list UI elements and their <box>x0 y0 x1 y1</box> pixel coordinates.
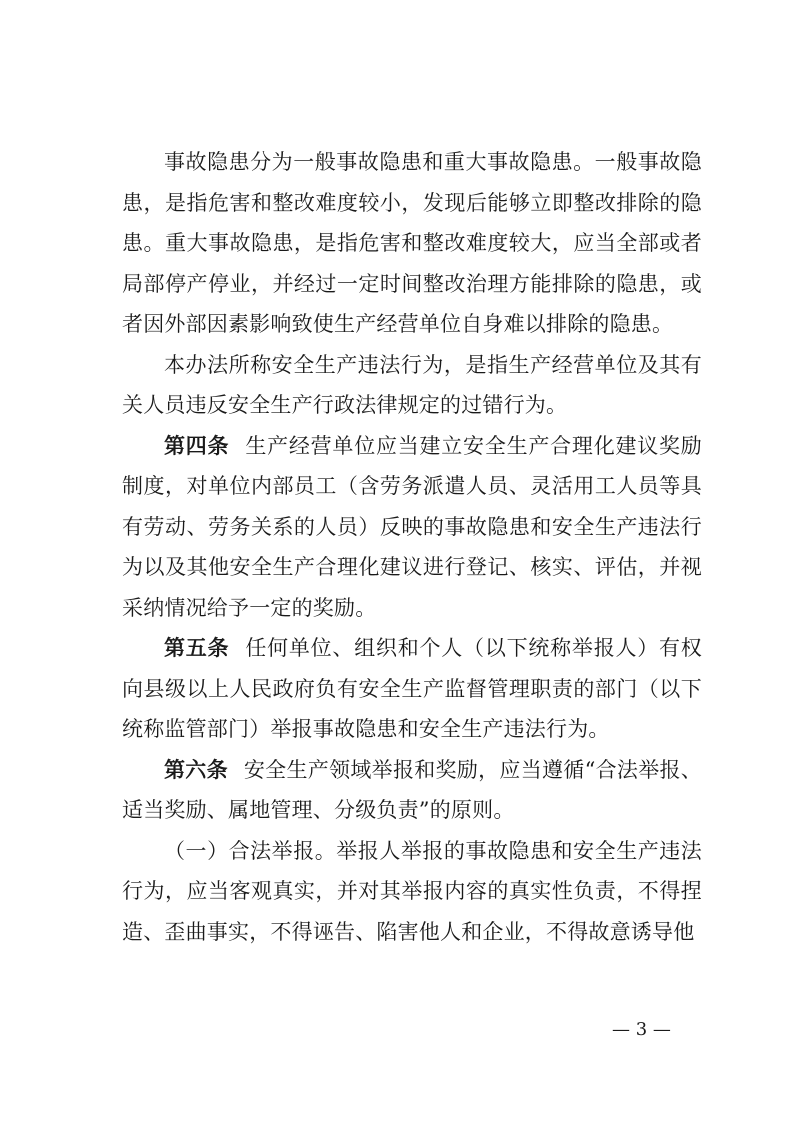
paragraph-lawful-reporting <box>122 831 702 953</box>
paragraph-hazard-classification <box>122 142 702 345</box>
document-body <box>122 142 702 952</box>
article-4 <box>122 426 702 629</box>
article-text: 生产经营单位应当建立安全生产合理化建议奖励制度，对单位内部员工（含劳务派遣人员、灵活用工人员等具有劳动、劳务关系的人员）反映的事故隐患和安全生产违法行为以及其他安全生产合理化建议进行登记、核实、评估，并视采纳情况给予一定的奖励。 <box>122 433 702 620</box>
article-number: 第四条 <box>164 432 230 458</box>
article-number: 第六条 <box>164 756 228 782</box>
paragraph-violation-definition <box>122 345 702 426</box>
article-text: 安全生产领域举报和奖励，应当遵循“合法举报、适当奖励、属地管理、分级负责”的原则。 <box>122 757 702 822</box>
article-number: 第五条 <box>164 635 230 660</box>
article-text: 任何单位、组织和个人（以下统称举报人）有权向县级以上人民政府负有安全生产监督管理职责的部门（以下统称监管部门）举报事故隐患和安全生产违法行为。 <box>122 636 702 741</box>
paragraph-text: （一）合法举报。举报人举报的事故隐患和安全生产违法行为，应当客观真实，并对其举报内容的真实性负责，不得捏造、歪曲事实，不得诬告、陷害他人和企业，不得故意诱导他 <box>122 838 702 944</box>
paragraph-text: 事故隐患分为一般事故隐患和重大事故隐患。一般事故隐患，是指危害和整改难度较小，发现后能够立即整改排除的隐患。重大事故隐患，是指危害和整改难度较大，应当全部或者局部停产停业，并经过一定时间整改治理方能排除的隐患，或者因外部因素影响致使生产经营单位自身难以排除的隐患。 <box>122 150 702 336</box>
article-5 <box>122 628 702 750</box>
page-number: — 3 — <box>612 1019 671 1040</box>
paragraph-text: 本办法所称安全生产违法行为，是指生产经营单位及其有关人员违反安全生产行政法律规定的过错行为。 <box>122 352 702 417</box>
article-6 <box>122 750 702 831</box>
